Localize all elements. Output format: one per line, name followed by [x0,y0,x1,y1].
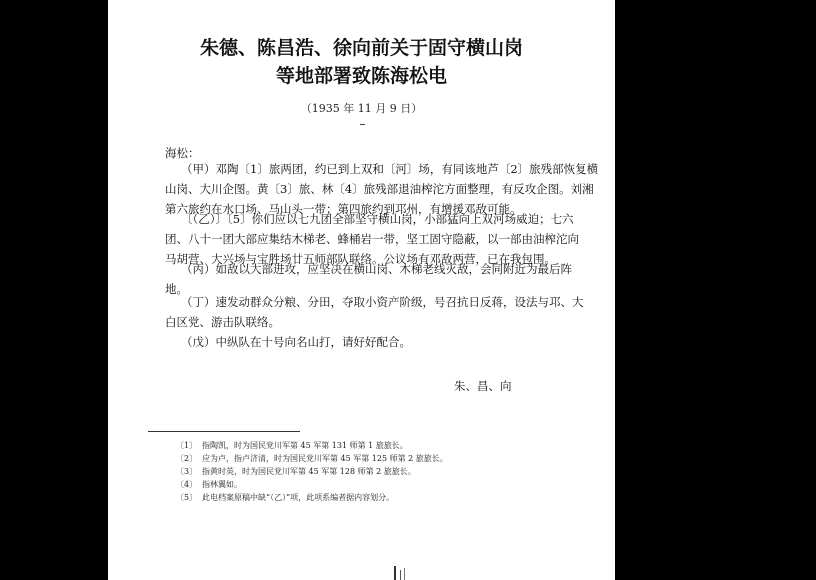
paragraph-line: （甲）邓陶〔1〕旅两团，约已到上双和〔河〕场，有同该地芦〔2〕旅残部恢复横 [181,162,599,176]
document-title-line1: 朱德、陈昌浩、徐向前关于固守横山岗 [199,37,523,59]
footnote-number: 〔1〕 [176,441,198,450]
footnote-number: 〔4〕 [176,480,198,489]
footnote [176,479,242,490]
paragraph-line: （丁）速发动群众分粮、分田，夺取小资产阶级，号召抗日反蒋，设法与邛、大 [181,295,584,309]
footnote-number: 〔5〕 [176,493,198,502]
paragraph-line: （丙）如敌以大部进攻，应坚决在横山岗、木梯老线灭敌，会同附近为最后阵 [181,262,572,276]
footnote [176,492,394,503]
scan-edge-mark [400,570,401,580]
scan-edge-mark [404,568,405,580]
paragraph-line: 第六旅约在水口场、马山头一带；第四旅约到邛州，有增援邓敌可能。 [165,202,522,216]
paragraph-line: （戊）中纵队在十号向名山打，请好好配合。 [181,335,411,349]
separator-dash [360,124,365,125]
footnote-text: 此电档案原稿中缺“（乙）”项，此项系编者据内容划分。 [202,493,395,502]
footnote-text: 指陶凯，时为国民党川军第 45 军第 131 师第 1 旅旅长。 [202,441,408,450]
footnote-rule [148,431,300,432]
paragraph-line: 马胡营、大兴场与宝胜场廿五师部队联络。公议场有邓敌两营，已在我包围。 [165,252,556,266]
paragraph-line: 〔（乙）〕〔5〕你们应以七九团全部坚守横山岗，小部猛向上双河场威迫；七六 [181,212,574,226]
footnote [176,453,448,464]
paragraph-line: 白区党、游击队联络。 [165,315,280,329]
scan-edge-mark [394,566,396,580]
paragraph-line: 团、八十一团大部应集结木梯老、蜂桶岩一带，坚工固守隐蔽，以一部由油榨沱向 [165,232,579,246]
footnote-text: 指黄时英，时为国民党川军第 45 军第 128 师第 2 旅旅长。 [202,467,416,476]
footnote-text: 应为卢，指卢济清，时为国民党川军第 45 军第 125 师第 2 旅旅长。 [202,454,448,463]
footnote [176,440,408,451]
salutation: 海松： [165,146,200,160]
paragraph-line: 地。 [165,282,188,296]
footnote-number: 〔2〕 [176,454,198,463]
footnote-text: 指林翼如。 [202,480,242,489]
paragraph-line: 山岗、大川企图。黄〔3〕旅、林〔4〕旅残部退油榨沱方面整理，有反攻企图。刘湘 [165,182,594,196]
footnote-number: 〔3〕 [176,467,198,476]
document-title-line2: 等地部署致陈海松电 [275,65,447,87]
footnote [176,466,416,477]
document-page [108,0,615,580]
document-date: （1935 年 11 月 9 日） [300,102,423,115]
signature: 朱、昌、向 [454,379,512,393]
